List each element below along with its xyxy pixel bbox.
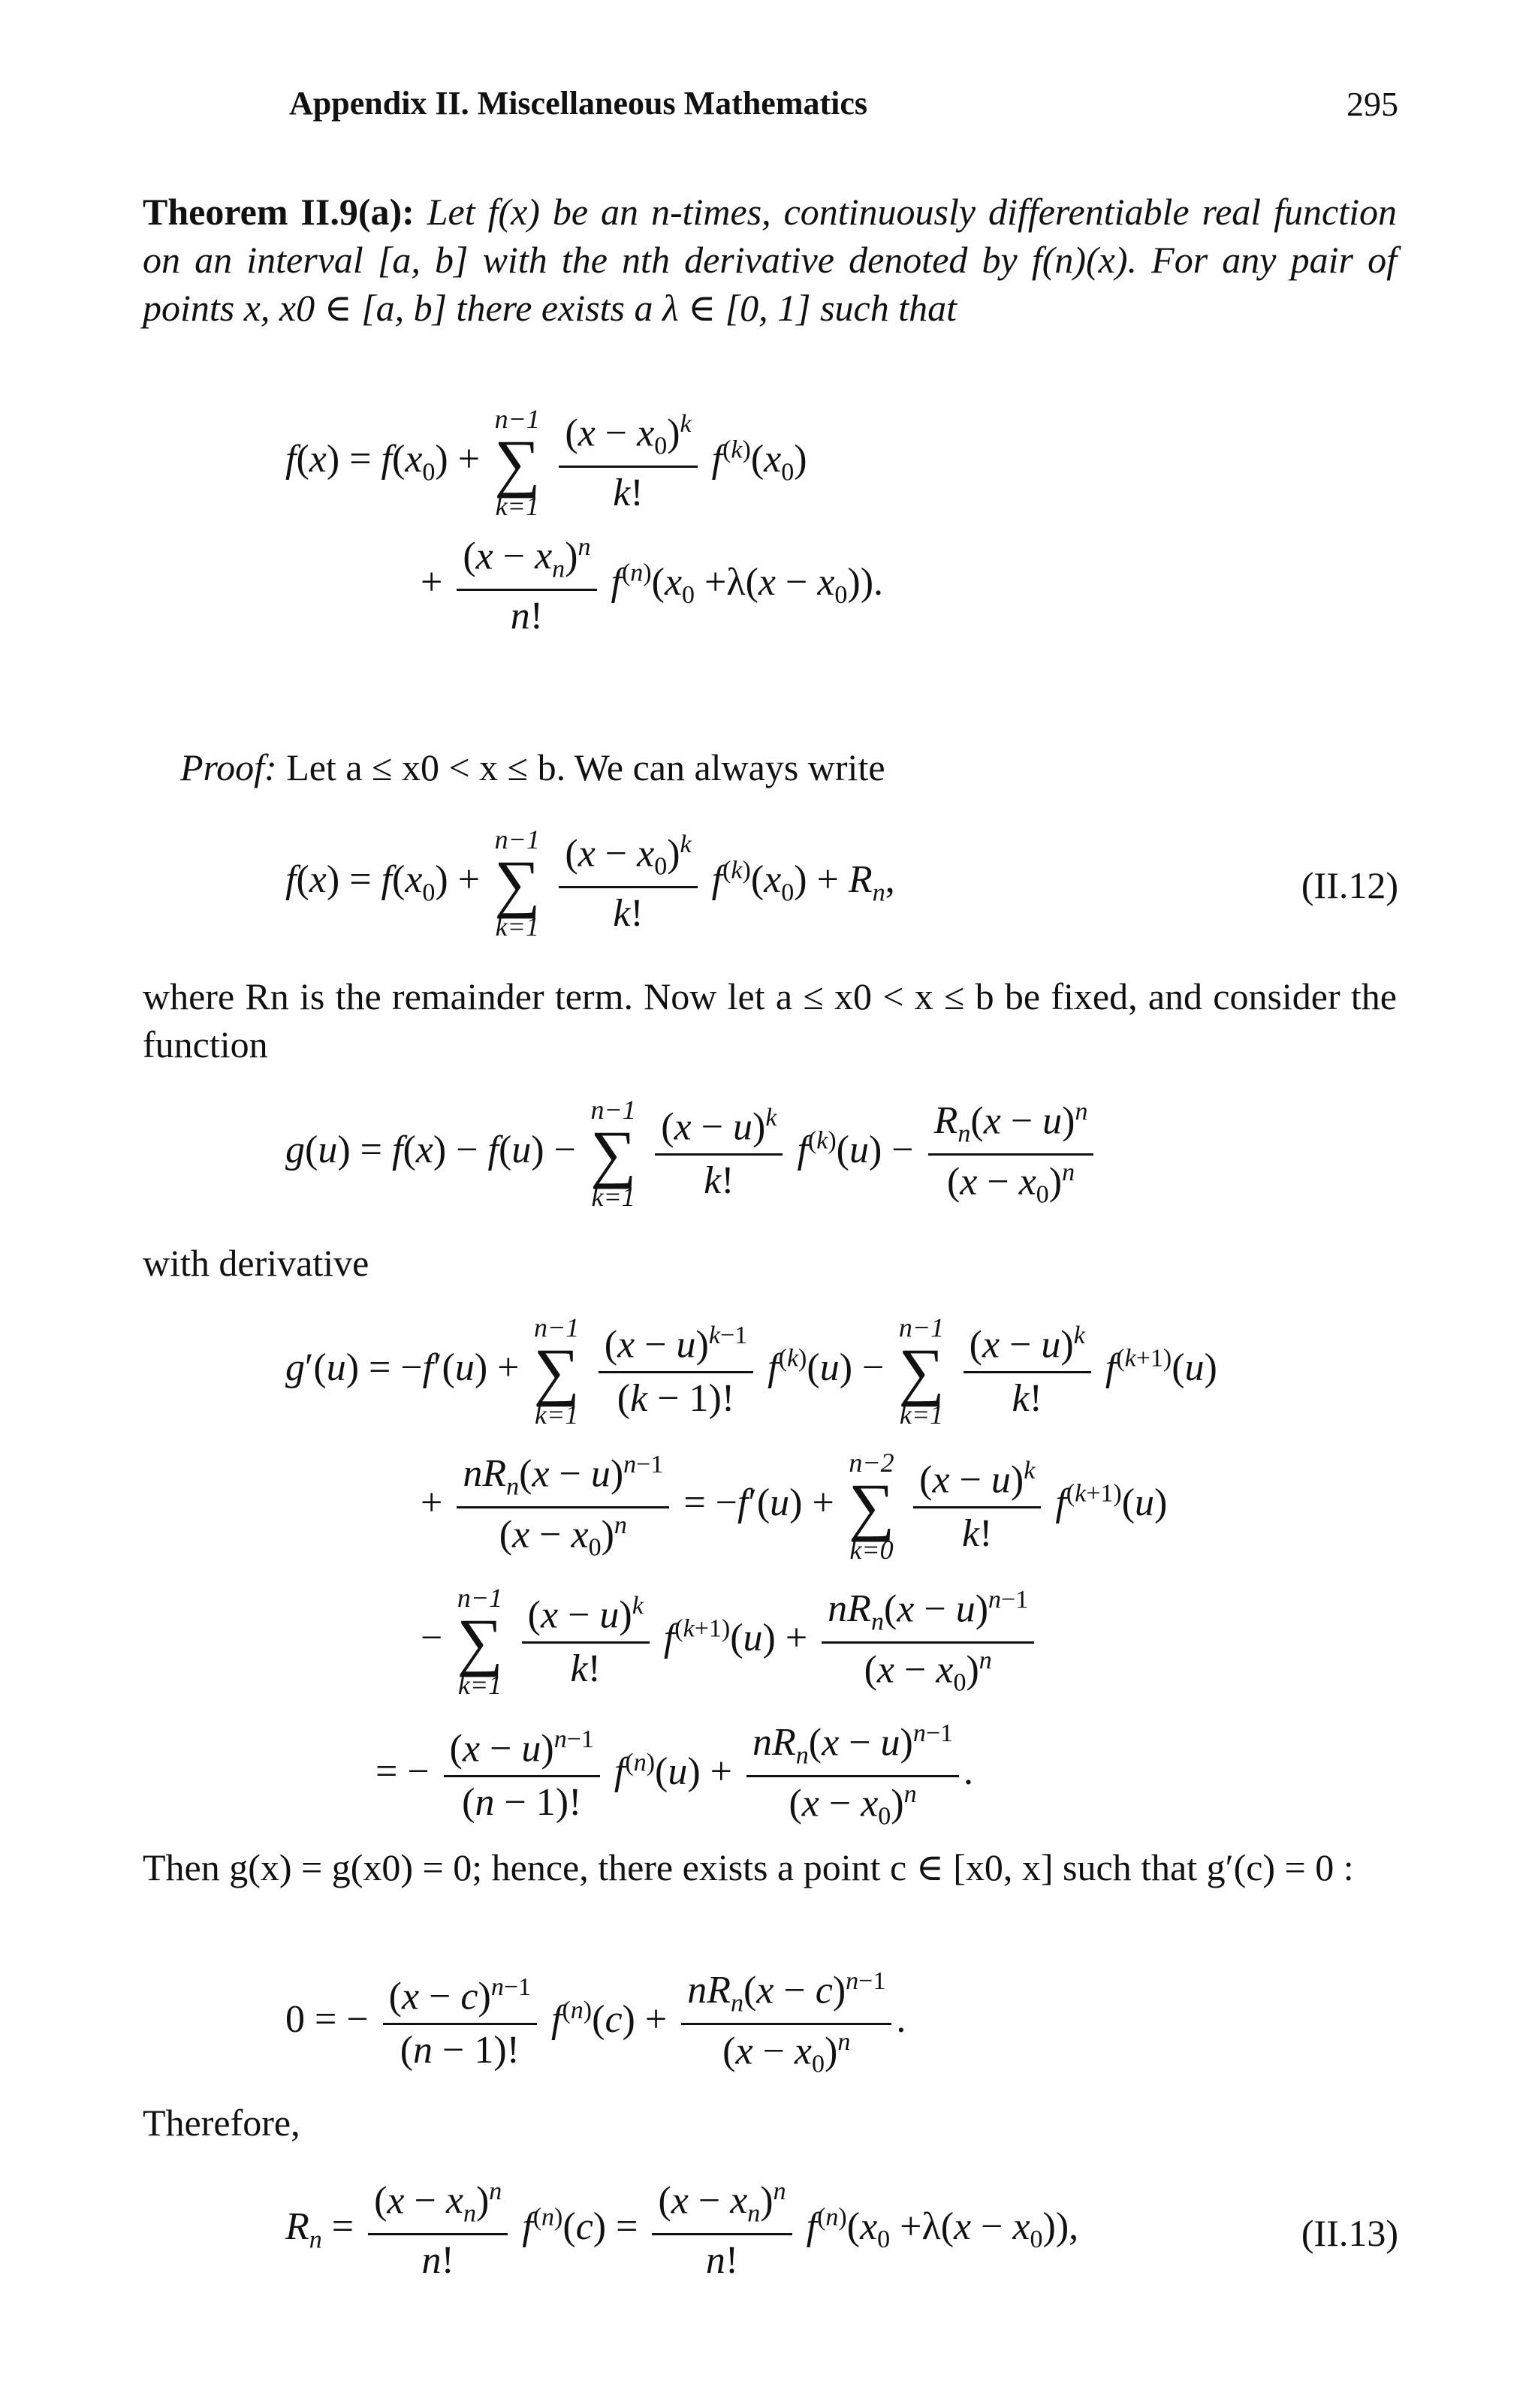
derivative-line-4: = − $\frac{(x - u)^{n-1}}{(n - 1)!}$ $f^{(n)}(u)$ + $\frac{nR_n(x - u)^{n-1}}{(x - x_0)^n}$ . bbox=[375, 1719, 974, 1831]
derivative-line-3: − n−1 ∑ k=1 $\frac{(x - u)^k}{k!}$ $f^{(k+1)}(u)$ + $\frac{nR_n(x - u)^{n-1}}{(x - x_0)^n}$ bbox=[421, 1584, 1039, 1698]
proof-intro-text: Let a ≤ x0 < x ≤ b. We can always write bbox=[286, 746, 885, 788]
then-paragraph: Then g(x) = g(x0) = 0; hence, there exists a point c ∈ [x0, x] such that g′(c) = 0 : bbox=[143, 1846, 1354, 1888]
equation-II-12: $f(x) = f(x_0)$ + n−1 ∑ k=1 $\frac{(x - x_0)^k}{k!}$ $f^{(k)}(x_0) + R_n$, bbox=[285, 824, 895, 942]
equation-number-II-12: (II.12) bbox=[1301, 864, 1398, 906]
theorem-statement bbox=[143, 188, 1397, 332]
running-title: Appendix II. Miscellaneous Mathematics bbox=[289, 85, 867, 122]
g-definition: g(u) = f(x) − f(u) − n−1 ∑ k=1 $\frac{(x - u)^k}{k!}$ $f^{(k)}(u)$ − $\frac{R_n(x - u)^n}{(x - x_0)^n}$ bbox=[285, 1096, 1098, 1210]
theorem-equation-line-1: $f(x) = f(x_0)$ + n−1 ∑ k=1 $\frac{(x - x_0)^k}{k!}$ $f^{(k)}(x_0)$ bbox=[285, 404, 807, 521]
equation-number-II-13: (II.13) bbox=[1301, 2212, 1398, 2254]
with-derivative-text: with derivative bbox=[143, 1242, 369, 1284]
therefore-text: Therefore, bbox=[143, 2102, 300, 2144]
page-number: 295 bbox=[1347, 85, 1398, 123]
theorem-text: Let f(x) be an n-times, continuously differentiable real function on an interval [a, b] with the nth derivative denoted by f(n)(x). For any pair of points x, x0 ∈ [a, b] there exists a λ ∈ [0, 1] such that bbox=[143, 191, 1397, 329]
remainder-paragraph: where Rn is the remainder term. Now let a ≤ x0 < x ≤ b be fixed, and consider the function bbox=[143, 975, 1397, 1065]
theorem-equation-line-2: + $\frac{(x - x_n)^n}{n!}$ $f^{(n)}(x_0 +\lambda(x - x_0))$. bbox=[421, 533, 884, 637]
theorem-label: Theorem II.9(a): bbox=[143, 191, 415, 233]
proof-label: Proof: bbox=[180, 746, 277, 788]
proof-intro bbox=[180, 743, 1397, 791]
derivative-line-1: g′(u) = −f′(u) + n−1 ∑ k=1 $\frac{(x - u)^{k-1}}{(k - 1)!}$ $f^{(k)}(u)$ − n−1 ∑ k=1 $\frac{(x - u)^k}{k!}$ $f^{(k+1)}(u)$ bbox=[285, 1312, 1217, 1430]
derivative-line-2: + $\frac{nR_n(x - u)^{n-1}}{(x - x_0)^n}$ = −f′(u) + n−2 ∑ k=0 $\frac{(x - u)^k}{k!}$ $f^{(k+1)}(u)$ bbox=[421, 1448, 1168, 1565]
zero-equation: 0 = − $\frac{(x - c)^{n-1}}{(n - 1)!}$ $f^{(n)}(c)$ + $\frac{nR_n(x - c)^{n-1}}{(x - x_0)^n}$ . bbox=[285, 1967, 906, 2078]
equation-II-13: $R_n$ = $\frac{(x - x_n)^n}{n!}$ $f^{(n)}(c)$ = $\frac{(x - x_n)^n}{n!}$ $f^{(n)}(x_0 +\lambda(x - x_0))$, bbox=[285, 2177, 1079, 2282]
